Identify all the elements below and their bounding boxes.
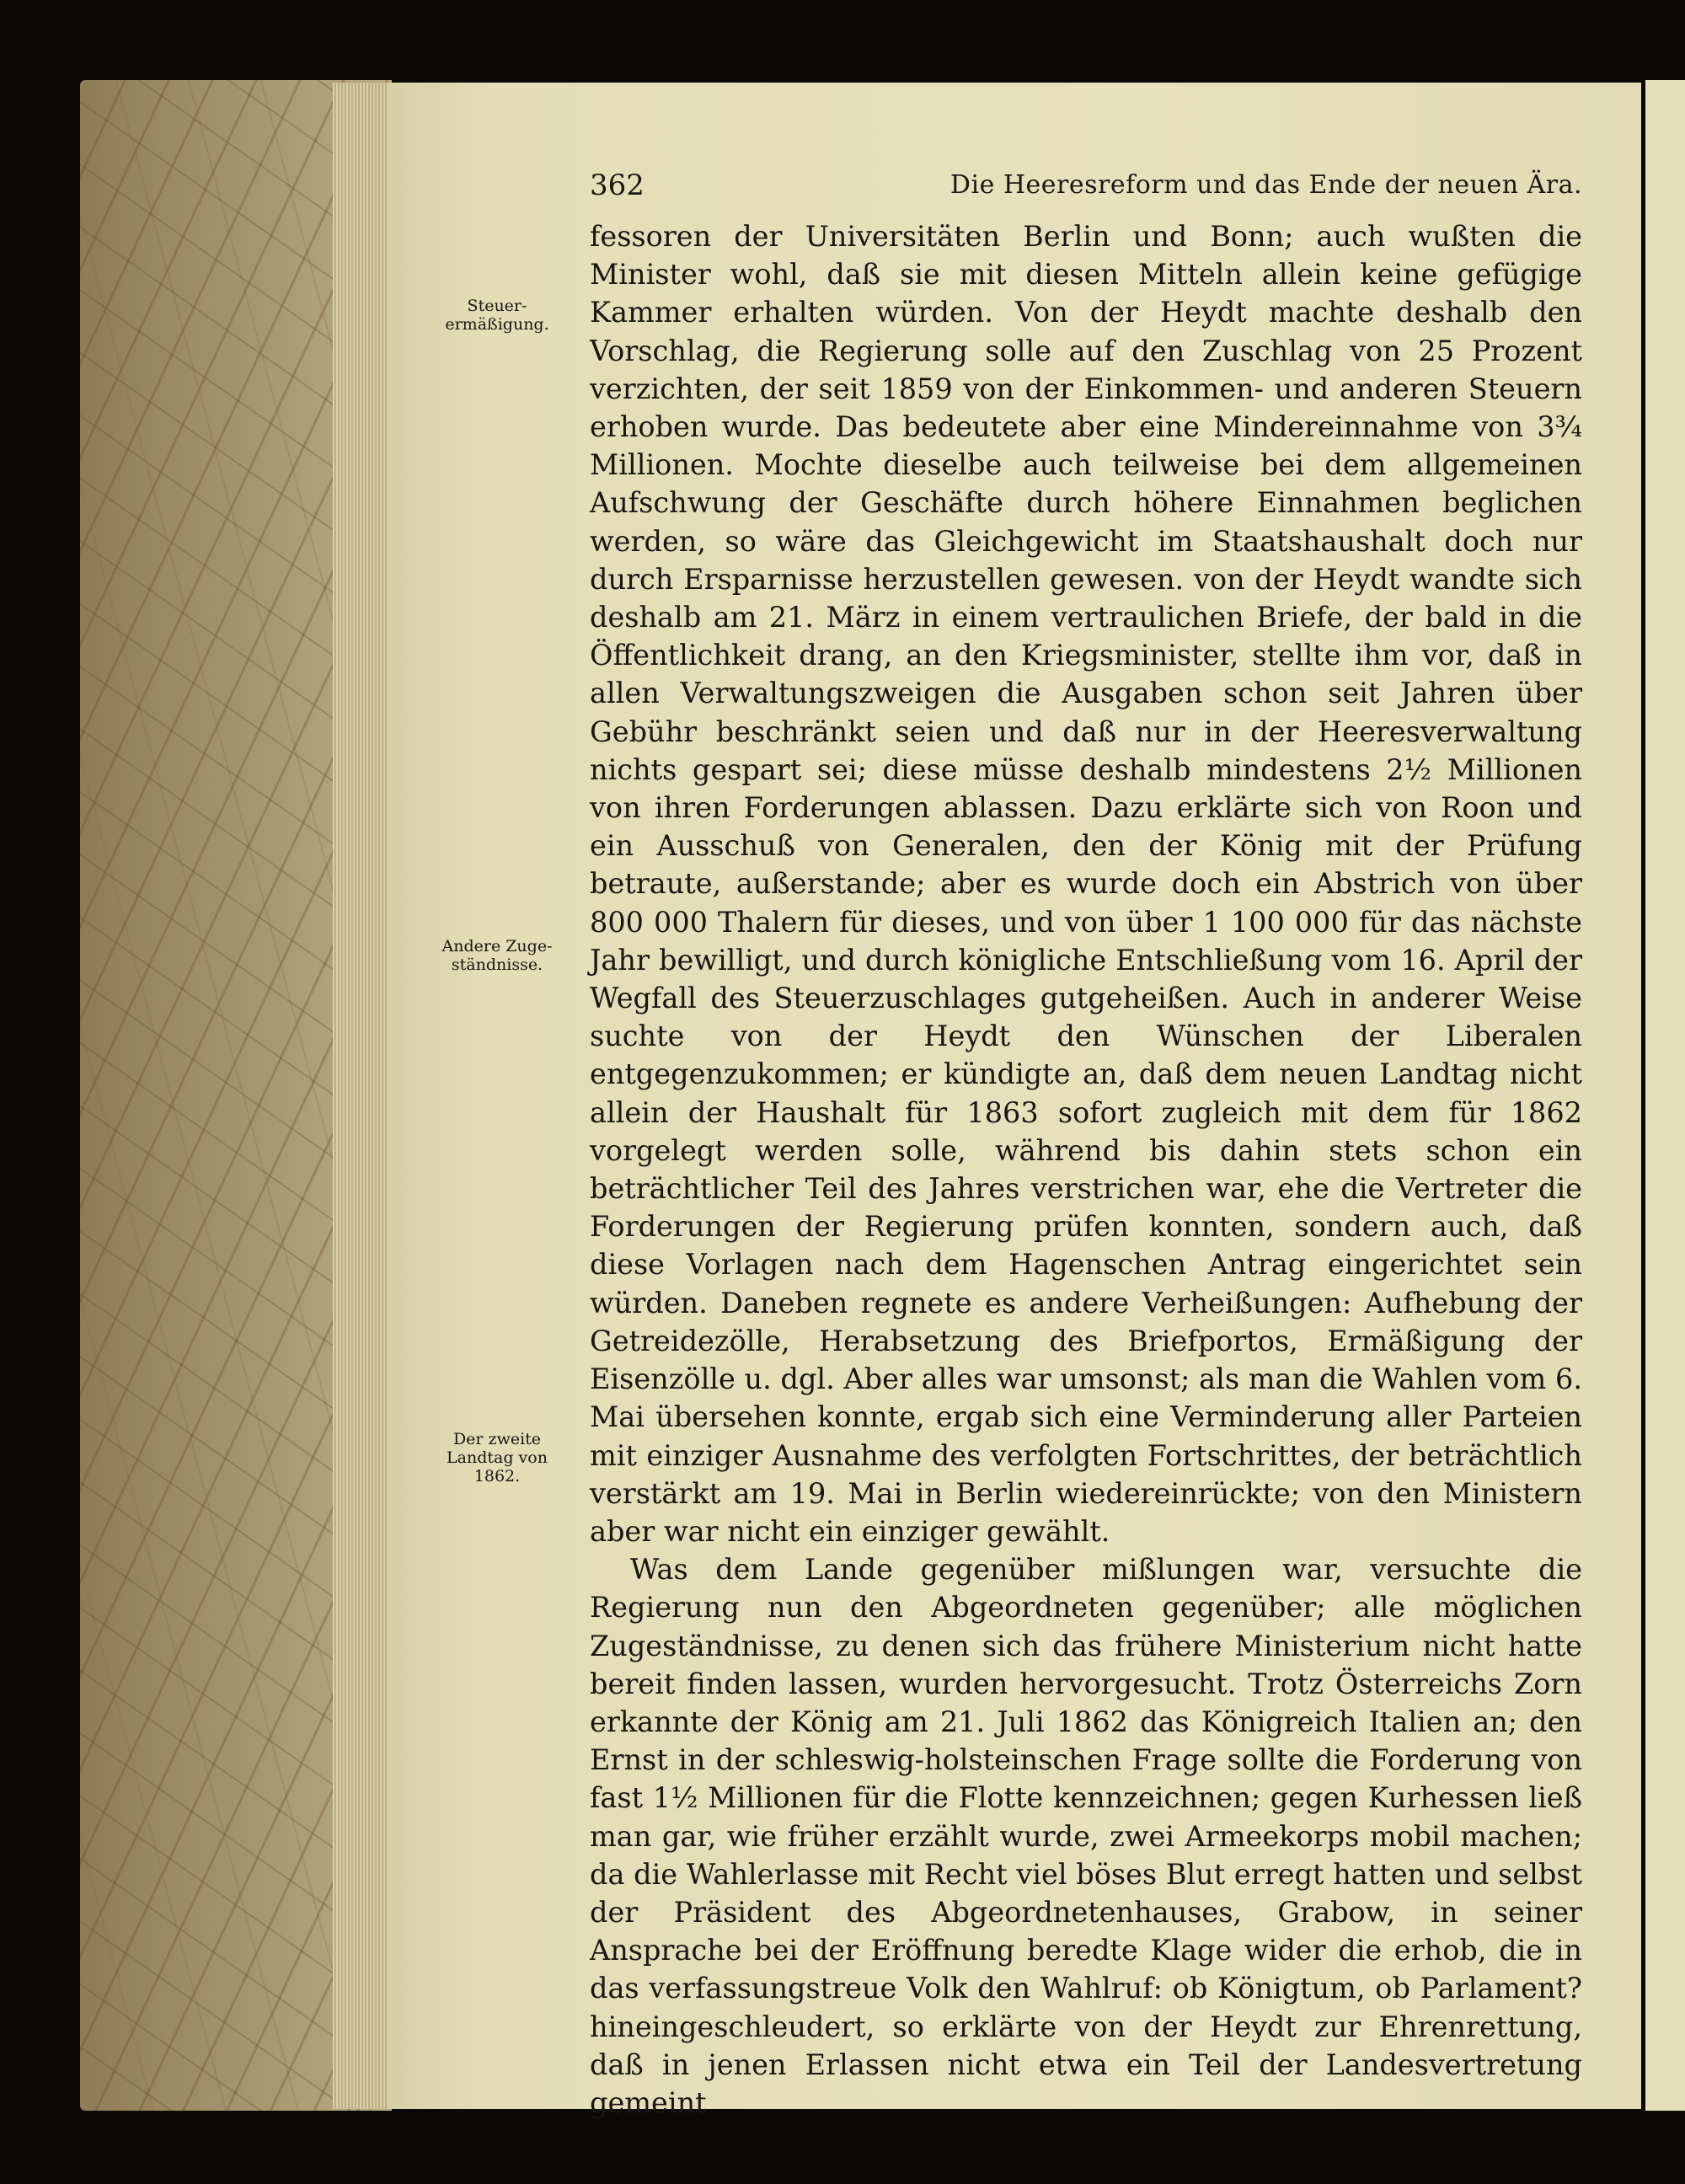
- margin-note-landtag: Der zweite Landtag von 1862.: [447, 1430, 548, 1485]
- body-text: [590, 217, 1582, 2122]
- margin-note-zugestaendnisse: Andere Zuge-ständnisse.: [441, 937, 553, 974]
- page-header: [590, 169, 1582, 202]
- margin-note-steuer: Steuer-ermäßigung.: [445, 297, 549, 334]
- paragraph-1: fessoren der Universitäten Berlin und Bonn; auch wußten die Minister wohl, daß sie mit diesen Mitteln allein keine gefügige Kammer erhalten würden. Von der Heydt machte deshalb den Vorschlag, die Regierung solle auf den Zuschlag von 25 Prozent verzichten, der seit 1859 von der Einkommen- und anderen Steuern erhoben wurde. Das bedeutete aber eine Mindereinnahme von 3¾ Millionen. Mochte dieselbe auch teilweise bei dem allgemeinen Aufschwung der Geschäfte durch höhere Einnahmen beglichen werden, so wäre das Gleichgewicht im Staatshaushalt doch nur durch Ersparnisse herzustellen gewesen. von der Heydt wandte sich deshalb am 21. März in einem vertraulichen Briefe, der bald in die Öffentlichkeit drang, an den Kriegsminister, stellte ihm vor, daß in allen Verwaltungszweigen die Ausgaben schon seit Jahren über Gebühr beschränkt seien und daß nur in der Heeresverwaltung nichts gespart sei; diese müsse deshalb mindestens 2½ Millionen von ihren Forderungen ablassen. Dazu erklärte sich von Roon und ein Ausschuß von Generalen, den der König mit der Prüfung betraute, außerstande; aber es wurde doch ein Abstrich von über 800 000 Thalern für dieses, und von über 1 100 000 für das nächste Jahr bewilligt, und durch königliche Entschließung vom 16. April der Wegfall des Steuerzuschlages gutgeheißen. Auch in anderer Weise suchte von der Heydt den Wünschen der Liberalen entgegenzukommen; er kündigte an, daß dem neuen Landtag nicht allein der Haushalt für 1863 sofort zugleich mit dem für 1862 vorgelegt werden solle, während bis dahin stets schon ein beträchtlicher Teil des Jahres verstrichen war, ehe die Vertreter die Forderungen der Regierung prüfen konnten, sondern auch, daß diese Vorlagen nach dem Hagenschen Antrag eingerichtet sein würden. Daneben regnete es andere Verheißungen: Aufhebung der Getreidezölle, Herabsetzung des Briefportos, Ermäßigung der Eisenzölle u. dgl. Aber alles war umsonst; als man die Wahlen vom 6. Mai übersehen konnte, ergab sich eine Verminderung aller Parteien mit einziger Ausnahme des verfolgten Fortschrittes, der beträchtlich verstärkt am 19. Mai in Berlin wiedereinrückte; von den Ministern aber war nicht ein einziger gewählt.: [590, 220, 1582, 1548]
- paragraph-2: Was dem Lande gegenüber mißlungen war, versuchte die Regierung nun den Abgeordneten gegenüber; alle möglichen Zugeständnisse, zu denen sich das frühere Ministerium nicht hatte bereit finden lassen, wurden hervorgesucht. Trotz Österreichs Zorn erkannte der König am 21. Juli 1862 das Königreich Italien an; den Ernst in der schleswig-holsteinschen Frage sollte die Forderung von fast 1½ Millionen für die Flotte kennzeichnen; gegen Kurhessen ließ man gar, wie früher erzählt wurde, zwei Armeekorps mobil machen; da die Wahlerlasse mit Recht viel böses Blut erregt hatten und selbst der Präsident des Abgeordnetenhauses, Grabow, in seiner Ansprache bei der Eröffnung beredte Klage wider die erhob, die in das verfassungstreue Volk den Wahlruf: ob Königtum, ob Parlament? hineingeschleudert, so erklärte von der Heydt zur Ehrenrettung, daß in jenen Erlassen nicht etwa ein Teil der Landesvertretung gemeint: [590, 1553, 1582, 2119]
- next-page-edge: [1645, 80, 1685, 2111]
- page-stack: [333, 83, 392, 2109]
- page-number: 362: [590, 169, 645, 202]
- running-title: Die Heeresreform und das Ende der neuen Ära.: [949, 170, 1582, 200]
